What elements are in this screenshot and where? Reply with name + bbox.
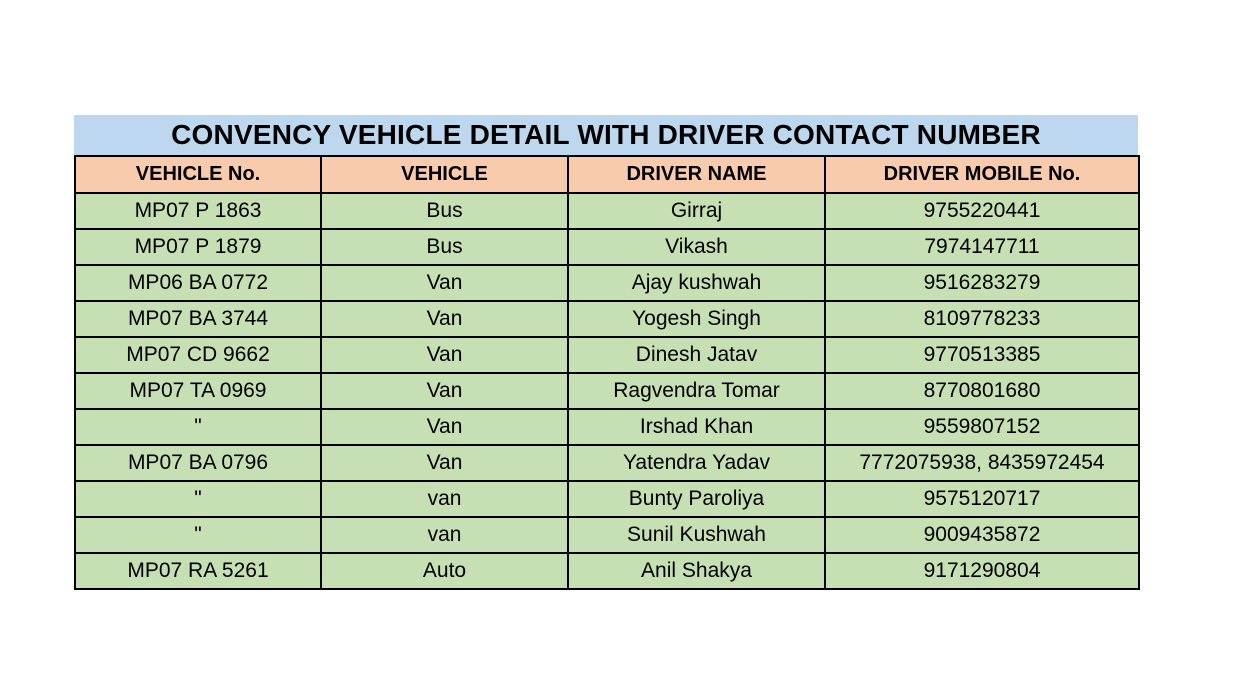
cell-driver-name: Bunty Paroliya (568, 481, 825, 517)
cell-vehicle: Van (321, 265, 568, 301)
header-row (75, 156, 1139, 193)
cell-driver-name: Ajay kushwah (568, 265, 825, 301)
cell-vehicle: van (321, 517, 568, 553)
header-driver-mobile: DRIVER MOBILE No. (825, 156, 1139, 193)
cell-vehicle-no: MP07 RA 5261 (75, 553, 321, 589)
header-vehicle: VEHICLE (321, 156, 568, 193)
cell-driver-mobile: 7772075938, 8435972454 (825, 445, 1139, 481)
cell-vehicle-no: MP07 BA 3744 (75, 301, 321, 337)
cell-driver-mobile: 9009435872 (825, 517, 1139, 553)
cell-driver-name: Ragvendra Tomar (568, 373, 825, 409)
cell-driver-mobile: 9755220441 (825, 193, 1139, 229)
cell-driver-mobile: 8770801680 (825, 373, 1139, 409)
cell-driver-mobile: 7974147711 (825, 229, 1139, 265)
sheet-title: CONVENCY VEHICLE DETAIL WITH DRIVER CONTACT NUMBER (74, 115, 1138, 155)
table-row (75, 445, 1139, 481)
cell-vehicle: Auto (321, 553, 568, 589)
cell-driver-name: Yogesh Singh (568, 301, 825, 337)
table-row (75, 553, 1139, 589)
cell-vehicle-no: " (75, 481, 321, 517)
cell-driver-mobile: 9770513385 (825, 337, 1139, 373)
cell-driver-mobile: 9516283279 (825, 265, 1139, 301)
table-row (75, 373, 1139, 409)
cell-vehicle-no: MP07 P 1879 (75, 229, 321, 265)
vehicle-table (74, 155, 1140, 590)
table-row (75, 301, 1139, 337)
table-row (75, 229, 1139, 265)
table-row (75, 265, 1139, 301)
cell-vehicle: van (321, 481, 568, 517)
header-driver-name: DRIVER NAME (568, 156, 825, 193)
cell-driver-mobile: 9559807152 (825, 409, 1139, 445)
vehicle-detail-sheet (74, 115, 1138, 590)
cell-vehicle: Van (321, 445, 568, 481)
cell-driver-name: Irshad Khan (568, 409, 825, 445)
cell-driver-name: Dinesh Jatav (568, 337, 825, 373)
cell-vehicle: Van (321, 409, 568, 445)
cell-driver-mobile: 8109778233 (825, 301, 1139, 337)
cell-driver-mobile: 9575120717 (825, 481, 1139, 517)
cell-vehicle: Bus (321, 229, 568, 265)
cell-driver-name: Yatendra Yadav (568, 445, 825, 481)
cell-vehicle-no: " (75, 409, 321, 445)
cell-vehicle: Van (321, 301, 568, 337)
cell-vehicle: Van (321, 337, 568, 373)
cell-vehicle-no: MP07 P 1863 (75, 193, 321, 229)
cell-vehicle-no: " (75, 517, 321, 553)
table-row (75, 193, 1139, 229)
cell-driver-name: Anil Shakya (568, 553, 825, 589)
cell-driver-name: Vikash (568, 229, 825, 265)
cell-driver-mobile: 9171290804 (825, 553, 1139, 589)
cell-vehicle-no: MP07 CD 9662 (75, 337, 321, 373)
table-row (75, 517, 1139, 553)
cell-vehicle: Bus (321, 193, 568, 229)
table-row (75, 409, 1139, 445)
cell-driver-name: Sunil Kushwah (568, 517, 825, 553)
cell-vehicle-no: MP07 TA 0969 (75, 373, 321, 409)
cell-vehicle-no: MP07 BA 0796 (75, 445, 321, 481)
header-vehicle-no: VEHICLE No. (75, 156, 321, 193)
cell-vehicle: Van (321, 373, 568, 409)
cell-driver-name: Girraj (568, 193, 825, 229)
table-row (75, 337, 1139, 373)
table-row (75, 481, 1139, 517)
cell-vehicle-no: MP06 BA 0772 (75, 265, 321, 301)
